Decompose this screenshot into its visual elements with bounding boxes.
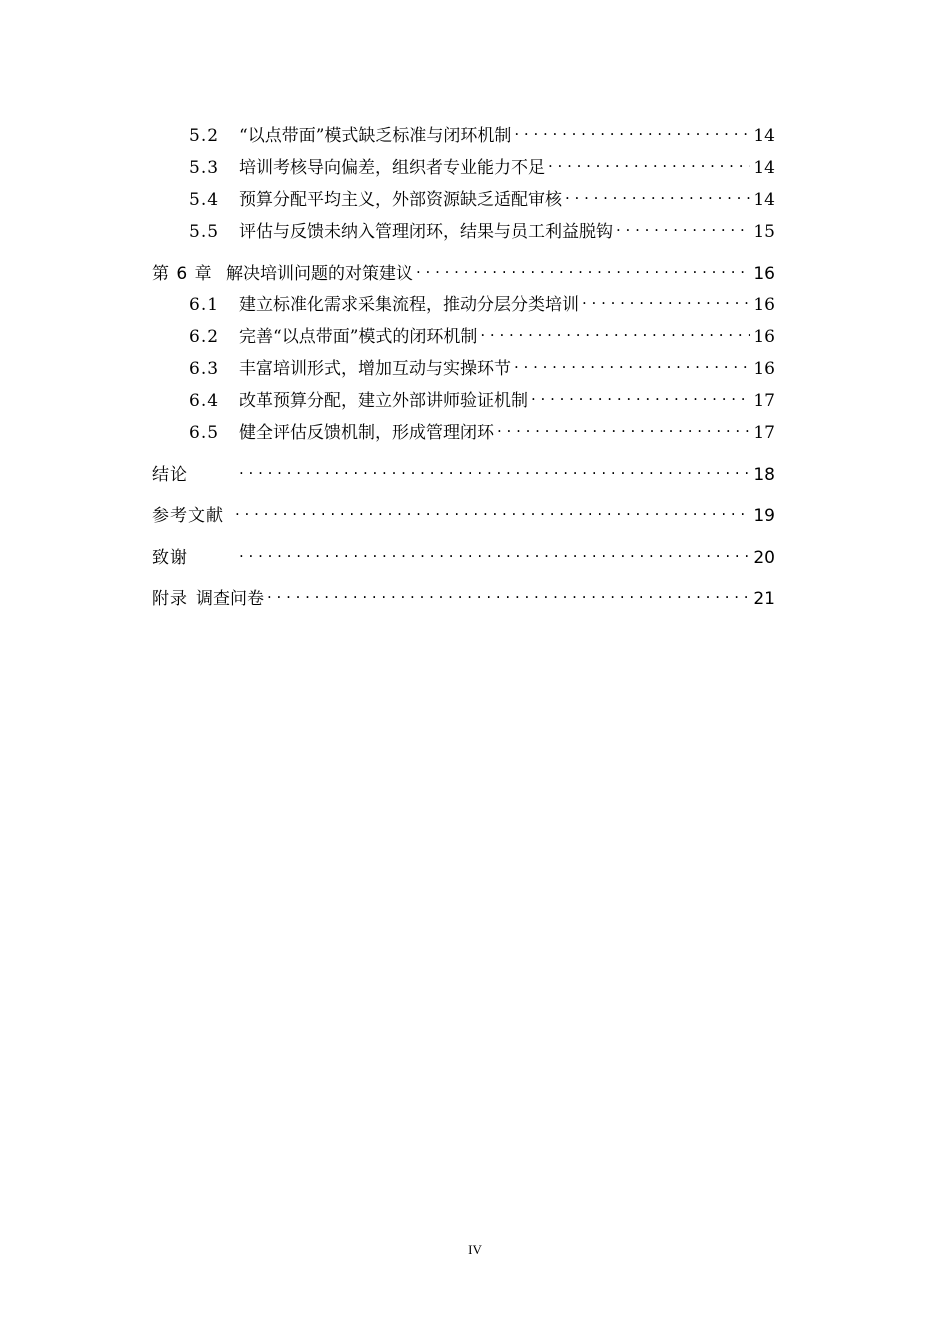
toc-entry-number: 第 6 章 (152, 264, 213, 284)
toc-entry-chapter-6[interactable] (152, 257, 775, 285)
toc-entry-5-5[interactable] (189, 215, 775, 243)
toc-entry-title: 调查问卷 (196, 589, 264, 609)
toc-leader-dots (235, 499, 750, 521)
toc-entry-title: 培训考核导向偏差，组织者专业能力不足 (239, 158, 545, 178)
toc-entry-number: 参考文献 (152, 506, 224, 526)
toc-entry-title: 评估与反馈未纳入管理闭环，结果与员工利益脱钩 (239, 222, 613, 242)
toc-entry-6-1[interactable] (189, 288, 775, 316)
toc-entry-title: 完善“以点带面”模式的闭环机制 (239, 327, 478, 347)
toc-entry-page: 16 (753, 327, 775, 347)
toc-entry-conclusion[interactable] (152, 458, 775, 486)
toc-leader-dots (565, 183, 750, 205)
toc-entry-page: 16 (753, 359, 775, 379)
toc-entry-number: 5.2 (189, 126, 220, 146)
toc-entry-6-2[interactable] (189, 320, 775, 348)
toc-entry-acknowledgements[interactable] (152, 541, 775, 569)
toc-entry-page: 14 (753, 126, 775, 146)
toc-entry-number: 6.3 (189, 359, 220, 379)
toc-entry-5-4[interactable] (189, 183, 775, 211)
toc-entry-title: 丰富培训形式，增加互动与实操环节 (239, 359, 511, 379)
toc-entry-title: “以点带面”模式缺乏标准与闭环机制 (239, 126, 512, 146)
toc-entry-6-3[interactable] (189, 352, 775, 380)
toc-entry-page: 17 (753, 423, 775, 443)
toc-leader-dots (480, 320, 750, 342)
toc-entry-6-4[interactable] (189, 384, 775, 412)
toc-leader-dots (239, 458, 750, 480)
page-number-footer: IV (468, 1242, 482, 1257)
toc-entry-appendix[interactable] (152, 582, 775, 610)
toc-entry-page: 14 (753, 158, 775, 178)
toc-entry-page: 21 (753, 589, 775, 609)
toc-leader-dots (497, 416, 750, 438)
toc-entry-references[interactable] (152, 499, 775, 527)
toc-entry-number: 结论 (152, 465, 188, 485)
toc-entry-5-2[interactable] (189, 119, 775, 147)
toc-entry-number: 5.4 (189, 190, 220, 210)
toc-entry-number: 6.4 (189, 391, 220, 411)
toc-entry-number: 6.1 (189, 295, 220, 315)
toc-entry-page: 16 (753, 295, 775, 315)
toc-entry-number: 致谢 (152, 548, 188, 568)
toc-entry-number: 6.2 (189, 327, 220, 347)
toc-entry-title: 预算分配平均主义，外部资源缺乏适配审核 (239, 190, 562, 210)
toc-leader-dots (616, 215, 750, 237)
toc-entry-number: 5.5 (189, 222, 220, 242)
toc-leader-dots (582, 288, 750, 310)
toc-entry-page: 20 (753, 548, 775, 568)
toc-entry-page: 14 (753, 190, 775, 210)
toc-leader-dots (239, 541, 750, 563)
toc-entry-title: 改革预算分配，建立外部讲师验证机制 (239, 391, 528, 411)
toc-entry-number: 6.5 (189, 423, 220, 443)
toc-entry-title: 建立标准化需求采集流程，推动分层分类培训 (239, 295, 579, 315)
toc-entry-6-5[interactable] (189, 416, 775, 444)
toc-entry-page: 18 (753, 465, 775, 485)
toc-leader-dots (531, 384, 750, 406)
toc-entry-title: 健全评估反馈机制，形成管理闭环 (239, 423, 494, 443)
toc-leader-dots (514, 119, 750, 141)
toc-leader-dots (548, 151, 750, 173)
toc-entry-page: 16 (753, 264, 775, 284)
toc-leader-dots (514, 352, 750, 374)
toc-entry-title: 解决培训问题的对策建议 (226, 264, 413, 284)
toc-leader-dots (416, 257, 750, 279)
toc-entry-page: 19 (753, 506, 775, 526)
toc-entry-5-3[interactable] (189, 151, 775, 179)
toc-entry-number: 附录 (152, 589, 188, 609)
toc-entry-page: 15 (753, 222, 775, 242)
toc-entry-number: 5.3 (189, 158, 220, 178)
toc-leader-dots (267, 582, 750, 604)
toc-entry-page: 17 (753, 391, 775, 411)
